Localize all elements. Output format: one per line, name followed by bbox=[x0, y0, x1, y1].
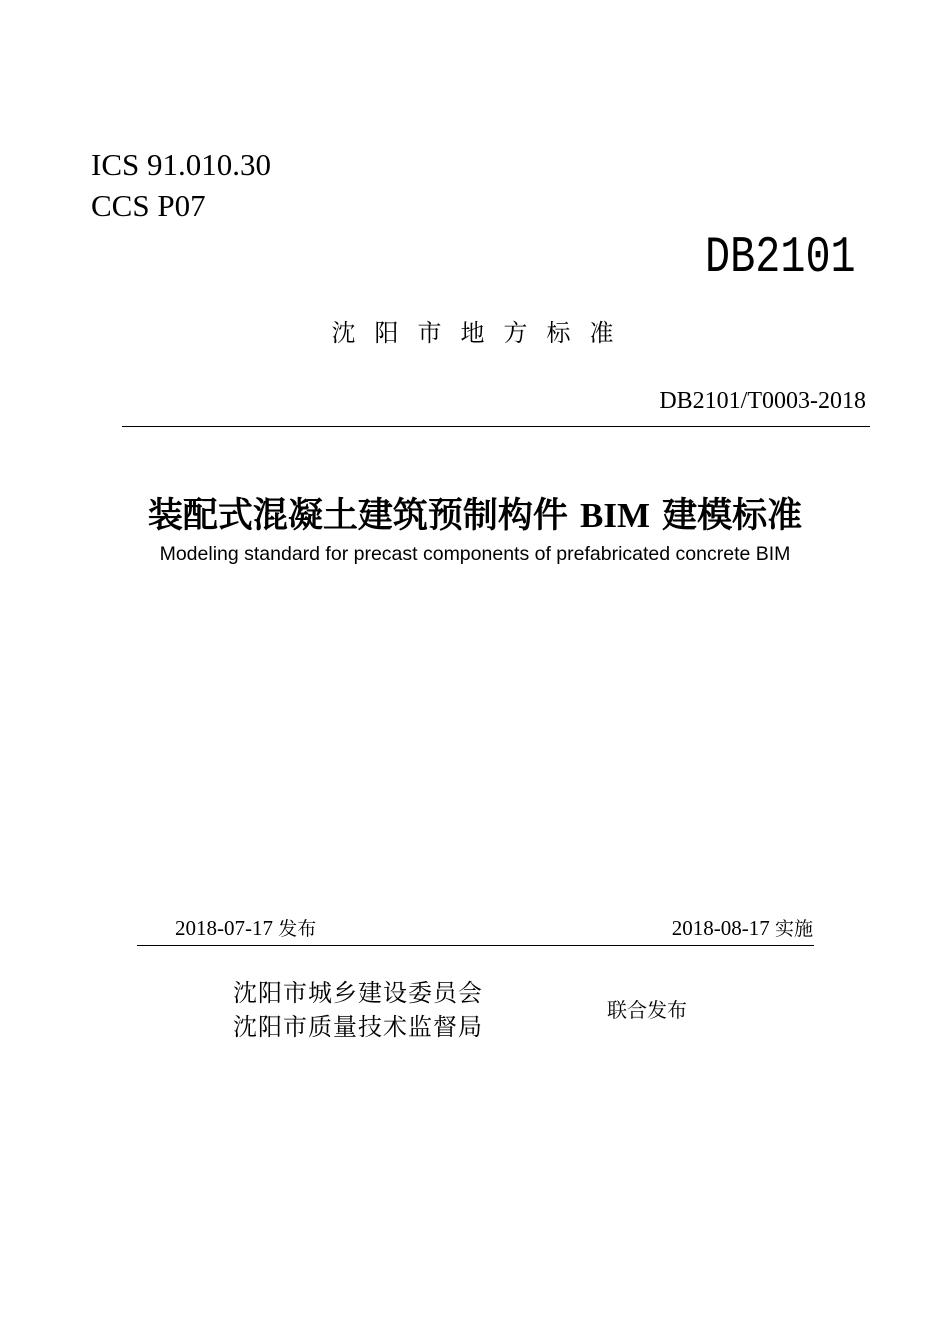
issuer-org-1: 沈阳市城乡建设委员会 bbox=[233, 979, 483, 1007]
title-zh-bim: BIM bbox=[580, 496, 650, 535]
document-title-en: Modeling standard for precast components of prefabricated concrete BIM bbox=[159, 543, 791, 565]
title-zh-part1: 装配式混凝土建筑预制构件 bbox=[147, 496, 580, 536]
issuer-org-2: 沈阳市质量技术监督局 bbox=[233, 1013, 483, 1041]
issue-date-line bbox=[175, 914, 316, 943]
standard-type: 沈阳市地方标准 bbox=[331, 319, 633, 347]
implement-label: 实施 bbox=[774, 918, 813, 940]
issue-label: 发布 bbox=[278, 918, 317, 940]
ics-code: ICS 91.010.30 bbox=[91, 147, 271, 182]
db-code: DB2101 bbox=[705, 230, 856, 287]
top-divider bbox=[122, 426, 870, 427]
implement-date: 2018-08-17 bbox=[671, 916, 770, 940]
issue-date: 2018-07-17 bbox=[175, 916, 273, 940]
joint-issue-label: 联合发布 bbox=[607, 998, 687, 1022]
implement-date-line bbox=[672, 914, 813, 943]
standard-number: DB2101/T0003-2018 bbox=[659, 388, 866, 414]
document-title-zh bbox=[0, 493, 950, 539]
bottom-divider bbox=[137, 945, 814, 946]
ccs-code: CCS P07 bbox=[91, 188, 206, 223]
title-zh-part2: 建模标准 bbox=[650, 496, 803, 536]
